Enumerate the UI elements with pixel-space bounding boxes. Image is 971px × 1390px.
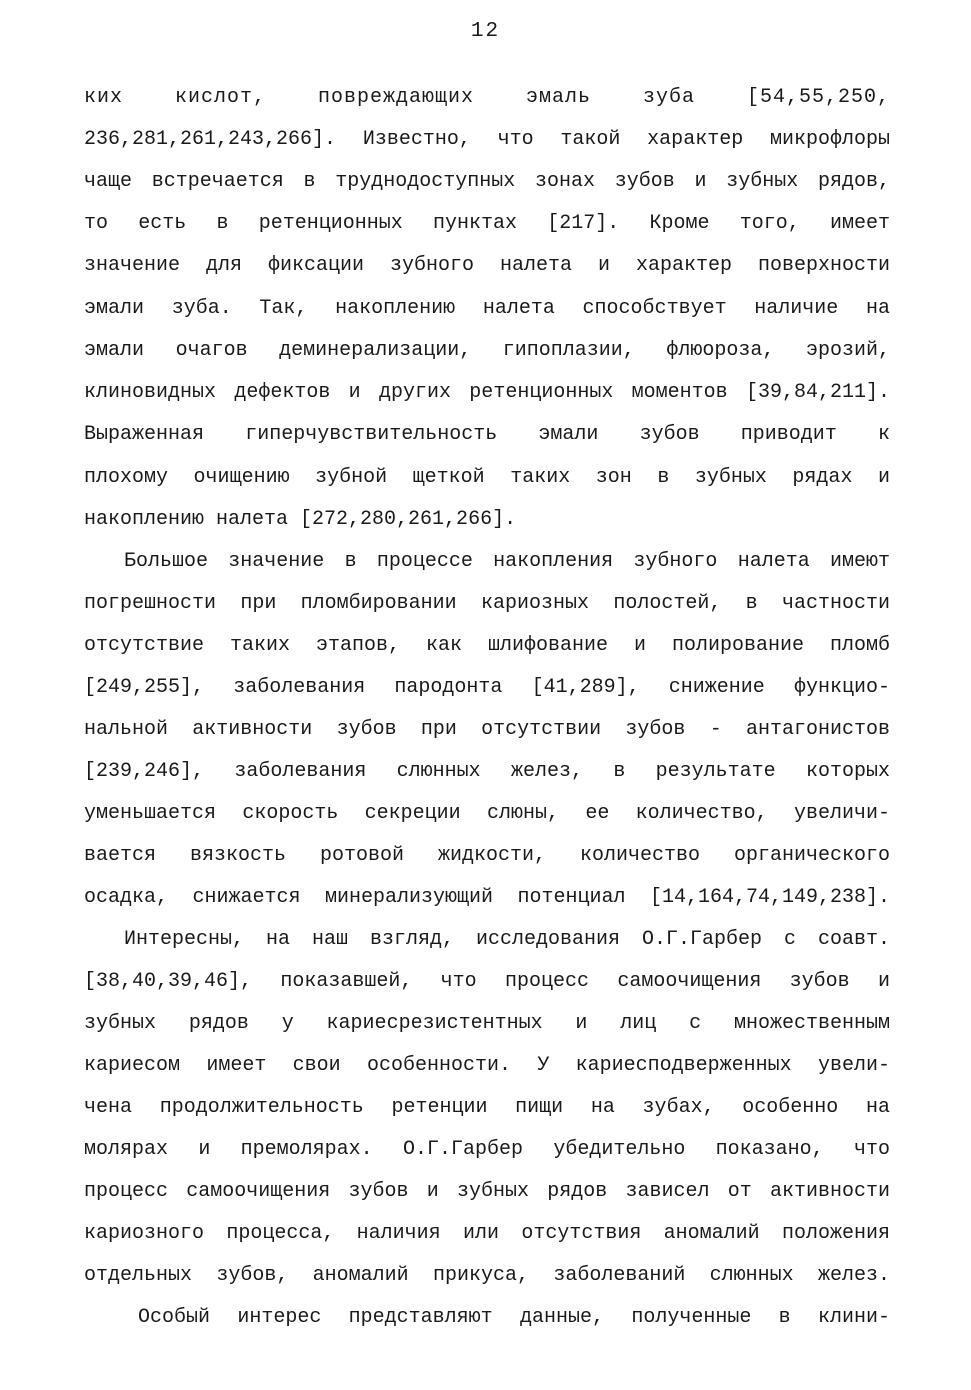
text-line: уменьшается скорость секреции слюны, ее количество, увеличи- [84,802,890,825]
text-line: эмали очагов деминерализации, гипоплазии, флюороза, эрозий, [84,339,890,362]
paragraph-first-line: Большое значение в процессе накопления зубного налета имеют [124,550,890,573]
page-number: 12 [470,20,501,43]
text-line: эмали зуба. Так, накоплению налета способствует наличие на [84,297,890,320]
text-line: зубных рядов у кариесрезистентных и лиц с множественным [84,1012,890,1035]
text-line: Выраженная гиперчувствительность эмали зубов приводит к [84,423,890,446]
text-line: значение для фиксации зубного налета и характер поверхности [84,254,890,277]
text-line: кариесом имеет свои особенности. У кариесподверженных увели- [84,1054,890,1077]
text-line: отдельных зубов, аномалий прикуса, заболеваний слюнных желез. [84,1264,890,1287]
text-line: вается вязкость ротовой жидкости, количество органического [84,844,890,867]
paragraph-first-line: Особый интерес представляют данные, полученные в клини- [138,1306,890,1329]
text-line: погрешности при пломбировании кариозных полостей, в частности [84,592,890,615]
text-line: то есть в ретенционных пунктах [217]. Кроме того, имеет [84,212,890,235]
text-line: чаще встречается в труднодоступных зонах зубов и зубных рядов, [84,170,890,193]
text-line: молярах и премолярах. О.Г.Гарбер убедительно показано, что [84,1138,890,1161]
text-line: 236,281,261,243,266]. Известно, что такой характер микрофлоры [84,128,890,151]
text-line: кариозного процесса, наличия или отсутствия аномалий положения [84,1222,890,1245]
text-line: ких кислот, повреждающих эмаль зуба [54,55,250, [84,86,890,109]
paragraph-first-line: Интересны, на наш взгляд, исследования О.Г.Гарбер с соавт. [124,928,890,951]
text-line: нальной активности зубов при отсутствии зубов - антагонистов [84,718,890,741]
text-line: [249,255], заболевания пародонта [41,289], снижение функцио- [84,676,890,699]
text-line: клиновидных дефектов и других ретенционных моментов [39,84,211]. [84,381,890,404]
text-line: [239,246], заболевания слюнных желез, в результате которых [84,760,890,783]
text-line: отсутствие таких этапов, как шлифование и полирование пломб [84,634,890,657]
text-line: процесс самоочищения зубов и зубных рядов зависел от активности [84,1180,890,1203]
text-line: чена продолжительность ретенции пищи на зубах, особенно на [84,1096,890,1119]
text-line: плохому очищению зубной щеткой таких зон в зубных рядах и [84,466,890,489]
text-line: накоплению налета [272,280,261,266]. [84,508,517,531]
text-line: осадка, снижается минерализующий потенциал [14,164,74,149,238]. [84,886,890,909]
text-line: [38,40,39,46], показавшей, что процесс самоочищения зубов и [84,970,890,993]
